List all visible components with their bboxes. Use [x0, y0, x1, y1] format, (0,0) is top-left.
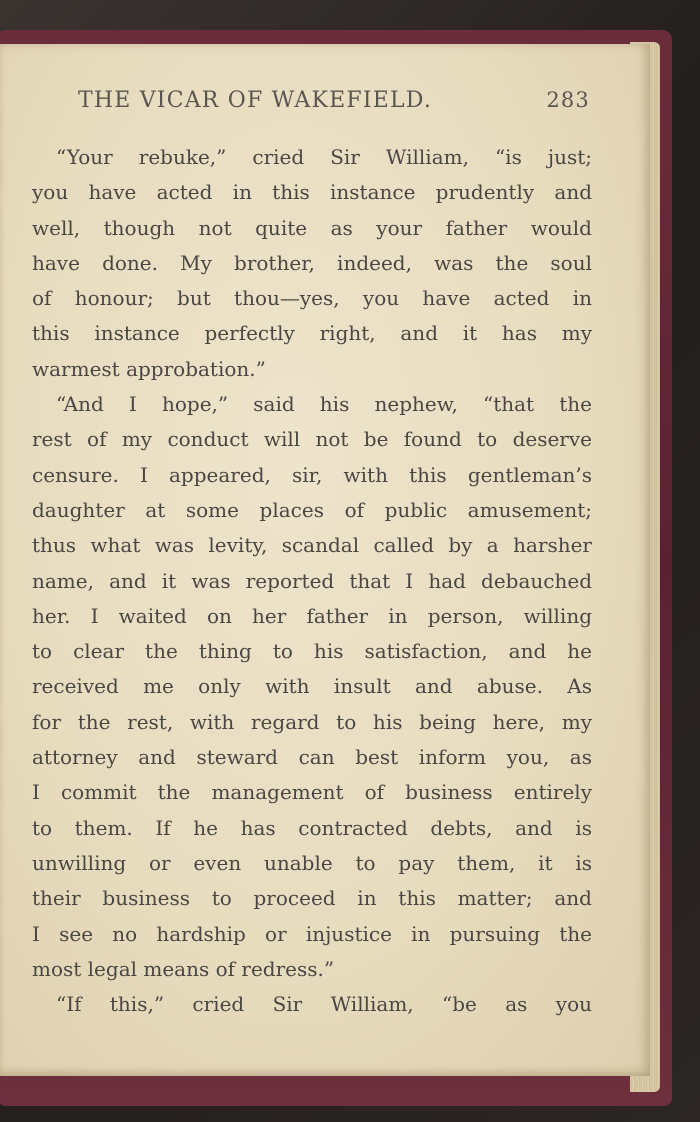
text-line: warmest approbation.” — [32, 356, 266, 381]
text-line: received me only with insult and abuse. As — [32, 674, 592, 699]
running-head — [78, 88, 590, 118]
page-number: 283 — [546, 88, 590, 112]
text-line: unwilling or even unable to pay them, it is — [32, 850, 592, 875]
text-line: her. I waited on her father in person, willing — [32, 603, 592, 628]
text-line: well, though not quite as your father would — [32, 215, 592, 240]
text-line: their business to proceed in this matter; and — [32, 886, 592, 911]
text-line: “If this,” cried Sir William, “be as you — [56, 992, 592, 1017]
text-line: most legal means of redress.” — [32, 956, 335, 981]
text-line: have done. My brother, indeed, was the soul — [32, 250, 592, 275]
text-line: thus what was levity, scandal called by a harsher — [32, 533, 592, 558]
text-line: censure. I appeared, sir, with this gentleman’s — [32, 462, 592, 487]
text-line: to clear the thing to his satisfaction, and he — [32, 639, 592, 664]
text-line: for the rest, with regard to his being here, my — [32, 709, 592, 734]
text-line: to them. If he has contracted debts, and is — [32, 815, 592, 840]
running-head-title: THE VICAR OF WAKEFIELD. — [78, 88, 433, 113]
book-page — [0, 44, 650, 1076]
text-line: I commit the management of business entirely — [32, 780, 592, 805]
text-line: attorney and steward can best inform you, as — [32, 745, 592, 770]
text-line: rest of my conduct will not be found to deserve — [32, 427, 592, 452]
body-text — [32, 140, 592, 1022]
text-line: of honour; but thou—yes, you have acted in — [32, 286, 592, 311]
text-line: daughter at some places of public amusement; — [32, 497, 592, 522]
text-line: name, and it was reported that I had debauched — [32, 568, 592, 593]
text-line: “Your rebuke,” cried Sir William, “is just; — [56, 145, 592, 169]
text-line: “And I hope,” said his nephew, “that the — [56, 392, 592, 417]
text-line: this instance perfectly right, and it has my — [32, 321, 592, 346]
text-line: I see no hardship or injustice in pursuing the — [32, 921, 592, 946]
text-line: you have acted in this instance prudently and — [32, 180, 592, 205]
